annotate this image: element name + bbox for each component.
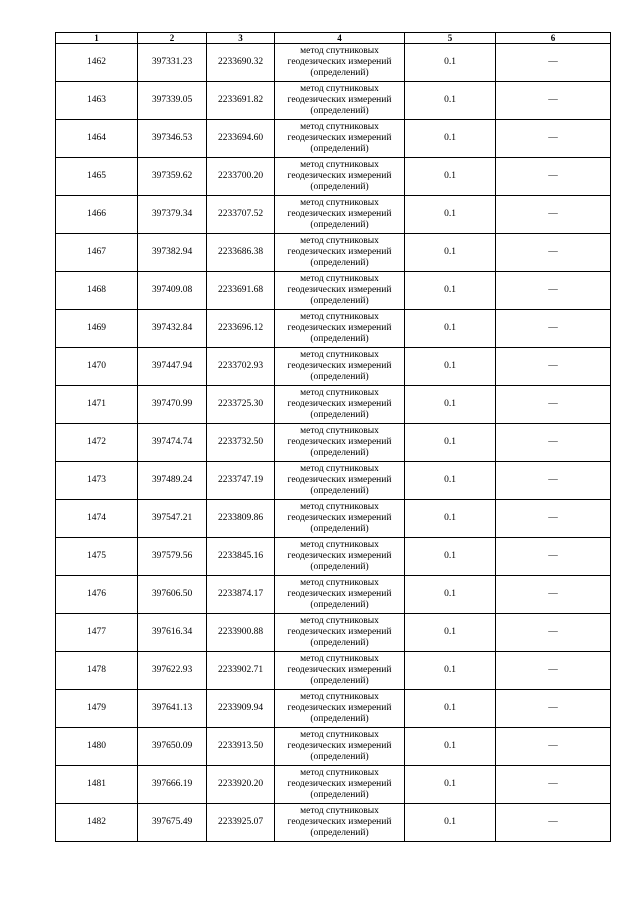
x-coordinate: 397409.08 bbox=[138, 272, 207, 310]
point-number: 1482 bbox=[56, 804, 138, 842]
accuracy-value: 0.1 bbox=[405, 538, 496, 576]
note-value: — bbox=[496, 500, 611, 538]
method-description: метод спутниковых геодезических измерений (определений) bbox=[275, 386, 405, 424]
note-value: — bbox=[496, 424, 611, 462]
y-coordinate: 2233874.17 bbox=[207, 576, 275, 614]
accuracy-value: 0.1 bbox=[405, 500, 496, 538]
point-number: 1466 bbox=[56, 196, 138, 234]
note-value: — bbox=[496, 576, 611, 614]
accuracy-value: 0.1 bbox=[405, 804, 496, 842]
point-number: 1473 bbox=[56, 462, 138, 500]
note-value: — bbox=[496, 44, 611, 82]
note-value: — bbox=[496, 728, 611, 766]
y-coordinate: 2233913.50 bbox=[207, 728, 275, 766]
table-body bbox=[56, 44, 611, 842]
method-description: метод спутниковых геодезических измерений (определений) bbox=[275, 82, 405, 120]
table-row bbox=[56, 158, 611, 196]
accuracy-value: 0.1 bbox=[405, 424, 496, 462]
x-coordinate: 397359.62 bbox=[138, 158, 207, 196]
method-description: метод спутниковых геодезических измерений (определений) bbox=[275, 348, 405, 386]
y-coordinate: 2233809.86 bbox=[207, 500, 275, 538]
table-row bbox=[56, 614, 611, 652]
table-row bbox=[56, 728, 611, 766]
accuracy-value: 0.1 bbox=[405, 614, 496, 652]
x-coordinate: 397666.19 bbox=[138, 766, 207, 804]
note-value: — bbox=[496, 234, 611, 272]
coordinates-table bbox=[55, 32, 611, 842]
column-header-2: 2 bbox=[138, 33, 207, 44]
point-number: 1465 bbox=[56, 158, 138, 196]
table-row bbox=[56, 500, 611, 538]
point-number: 1479 bbox=[56, 690, 138, 728]
y-coordinate: 2233732.50 bbox=[207, 424, 275, 462]
method-description: метод спутниковых геодезических измерений (определений) bbox=[275, 766, 405, 804]
table-row bbox=[56, 576, 611, 614]
table-row bbox=[56, 424, 611, 462]
column-header-6: 6 bbox=[496, 33, 611, 44]
x-coordinate: 397379.34 bbox=[138, 196, 207, 234]
x-coordinate: 397616.34 bbox=[138, 614, 207, 652]
method-description: метод спутниковых геодезических измерений (определений) bbox=[275, 272, 405, 310]
accuracy-value: 0.1 bbox=[405, 120, 496, 158]
note-value: — bbox=[496, 538, 611, 576]
method-description: метод спутниковых геодезических измерений (определений) bbox=[275, 44, 405, 82]
table-header bbox=[56, 33, 611, 44]
accuracy-value: 0.1 bbox=[405, 82, 496, 120]
x-coordinate: 397470.99 bbox=[138, 386, 207, 424]
accuracy-value: 0.1 bbox=[405, 348, 496, 386]
point-number: 1472 bbox=[56, 424, 138, 462]
accuracy-value: 0.1 bbox=[405, 272, 496, 310]
point-number: 1474 bbox=[56, 500, 138, 538]
y-coordinate: 2233707.52 bbox=[207, 196, 275, 234]
header-row bbox=[56, 33, 611, 44]
point-number: 1477 bbox=[56, 614, 138, 652]
x-coordinate: 397331.23 bbox=[138, 44, 207, 82]
note-value: — bbox=[496, 690, 611, 728]
method-description: метод спутниковых геодезических измерений (определений) bbox=[275, 120, 405, 158]
accuracy-value: 0.1 bbox=[405, 652, 496, 690]
method-description: метод спутниковых геодезических измерений (определений) bbox=[275, 196, 405, 234]
table-row bbox=[56, 538, 611, 576]
note-value: — bbox=[496, 158, 611, 196]
table-row bbox=[56, 766, 611, 804]
accuracy-value: 0.1 bbox=[405, 234, 496, 272]
table-row bbox=[56, 690, 611, 728]
x-coordinate: 397432.84 bbox=[138, 310, 207, 348]
point-number: 1476 bbox=[56, 576, 138, 614]
note-value: — bbox=[496, 82, 611, 120]
method-description: метод спутниковых геодезических измерений (определений) bbox=[275, 690, 405, 728]
y-coordinate: 2233686.38 bbox=[207, 234, 275, 272]
x-coordinate: 397382.94 bbox=[138, 234, 207, 272]
x-coordinate: 397547.21 bbox=[138, 500, 207, 538]
table-row bbox=[56, 196, 611, 234]
note-value: — bbox=[496, 196, 611, 234]
point-number: 1478 bbox=[56, 652, 138, 690]
point-number: 1467 bbox=[56, 234, 138, 272]
point-number: 1481 bbox=[56, 766, 138, 804]
accuracy-value: 0.1 bbox=[405, 196, 496, 234]
x-coordinate: 397447.94 bbox=[138, 348, 207, 386]
table-row bbox=[56, 462, 611, 500]
x-coordinate: 397650.09 bbox=[138, 728, 207, 766]
method-description: метод спутниковых геодезических измерений (определений) bbox=[275, 538, 405, 576]
table-row bbox=[56, 804, 611, 842]
y-coordinate: 2233691.68 bbox=[207, 272, 275, 310]
point-number: 1462 bbox=[56, 44, 138, 82]
method-description: метод спутниковых геодезических измерений (определений) bbox=[275, 500, 405, 538]
point-number: 1480 bbox=[56, 728, 138, 766]
method-description: метод спутниковых геодезических измерений (определений) bbox=[275, 158, 405, 196]
y-coordinate: 2233725.30 bbox=[207, 386, 275, 424]
point-number: 1471 bbox=[56, 386, 138, 424]
y-coordinate: 2233702.93 bbox=[207, 348, 275, 386]
accuracy-value: 0.1 bbox=[405, 386, 496, 424]
table-row bbox=[56, 44, 611, 82]
point-number: 1468 bbox=[56, 272, 138, 310]
y-coordinate: 2233696.12 bbox=[207, 310, 275, 348]
accuracy-value: 0.1 bbox=[405, 728, 496, 766]
x-coordinate: 397641.13 bbox=[138, 690, 207, 728]
x-coordinate: 397474.74 bbox=[138, 424, 207, 462]
table-row bbox=[56, 386, 611, 424]
note-value: — bbox=[496, 804, 611, 842]
y-coordinate: 2233920.20 bbox=[207, 766, 275, 804]
x-coordinate: 397339.05 bbox=[138, 82, 207, 120]
point-number: 1475 bbox=[56, 538, 138, 576]
x-coordinate: 397622.93 bbox=[138, 652, 207, 690]
method-description: метод спутниковых геодезических измерений (определений) bbox=[275, 614, 405, 652]
x-coordinate: 397579.56 bbox=[138, 538, 207, 576]
point-number: 1463 bbox=[56, 82, 138, 120]
table-row bbox=[56, 348, 611, 386]
method-description: метод спутниковых геодезических измерений (определений) bbox=[275, 576, 405, 614]
accuracy-value: 0.1 bbox=[405, 158, 496, 196]
table-row bbox=[56, 82, 611, 120]
accuracy-value: 0.1 bbox=[405, 462, 496, 500]
method-description: метод спутниковых геодезических измерений (определений) bbox=[275, 652, 405, 690]
table-row bbox=[56, 652, 611, 690]
y-coordinate: 2233909.94 bbox=[207, 690, 275, 728]
method-description: метод спутниковых геодезических измерений (определений) bbox=[275, 310, 405, 348]
method-description: метод спутниковых геодезических измерений (определений) bbox=[275, 462, 405, 500]
table-row bbox=[56, 310, 611, 348]
point-number: 1470 bbox=[56, 348, 138, 386]
note-value: — bbox=[496, 614, 611, 652]
x-coordinate: 397346.53 bbox=[138, 120, 207, 158]
x-coordinate: 397675.49 bbox=[138, 804, 207, 842]
column-header-5: 5 bbox=[405, 33, 496, 44]
y-coordinate: 2233900.88 bbox=[207, 614, 275, 652]
note-value: — bbox=[496, 766, 611, 804]
point-number: 1469 bbox=[56, 310, 138, 348]
y-coordinate: 2233691.82 bbox=[207, 82, 275, 120]
y-coordinate: 2233700.20 bbox=[207, 158, 275, 196]
accuracy-value: 0.1 bbox=[405, 766, 496, 804]
y-coordinate: 2233690.32 bbox=[207, 44, 275, 82]
accuracy-value: 0.1 bbox=[405, 44, 496, 82]
table-row bbox=[56, 120, 611, 158]
note-value: — bbox=[496, 462, 611, 500]
y-coordinate: 2233925.07 bbox=[207, 804, 275, 842]
accuracy-value: 0.1 bbox=[405, 310, 496, 348]
note-value: — bbox=[496, 272, 611, 310]
table-row bbox=[56, 272, 611, 310]
x-coordinate: 397489.24 bbox=[138, 462, 207, 500]
x-coordinate: 397606.50 bbox=[138, 576, 207, 614]
method-description: метод спутниковых геодезических измерений (определений) bbox=[275, 804, 405, 842]
column-header-4: 4 bbox=[275, 33, 405, 44]
note-value: — bbox=[496, 348, 611, 386]
y-coordinate: 2233845.16 bbox=[207, 538, 275, 576]
column-header-3: 3 bbox=[207, 33, 275, 44]
y-coordinate: 2233747.19 bbox=[207, 462, 275, 500]
y-coordinate: 2233902.71 bbox=[207, 652, 275, 690]
y-coordinate: 2233694.60 bbox=[207, 120, 275, 158]
accuracy-value: 0.1 bbox=[405, 576, 496, 614]
method-description: метод спутниковых геодезических измерений (определений) bbox=[275, 234, 405, 272]
note-value: — bbox=[496, 120, 611, 158]
note-value: — bbox=[496, 652, 611, 690]
point-number: 1464 bbox=[56, 120, 138, 158]
accuracy-value: 0.1 bbox=[405, 690, 496, 728]
column-header-1: 1 bbox=[56, 33, 138, 44]
table-row bbox=[56, 234, 611, 272]
note-value: — bbox=[496, 386, 611, 424]
method-description: метод спутниковых геодезических измерений (определений) bbox=[275, 728, 405, 766]
note-value: — bbox=[496, 310, 611, 348]
method-description: метод спутниковых геодезических измерений (определений) bbox=[275, 424, 405, 462]
